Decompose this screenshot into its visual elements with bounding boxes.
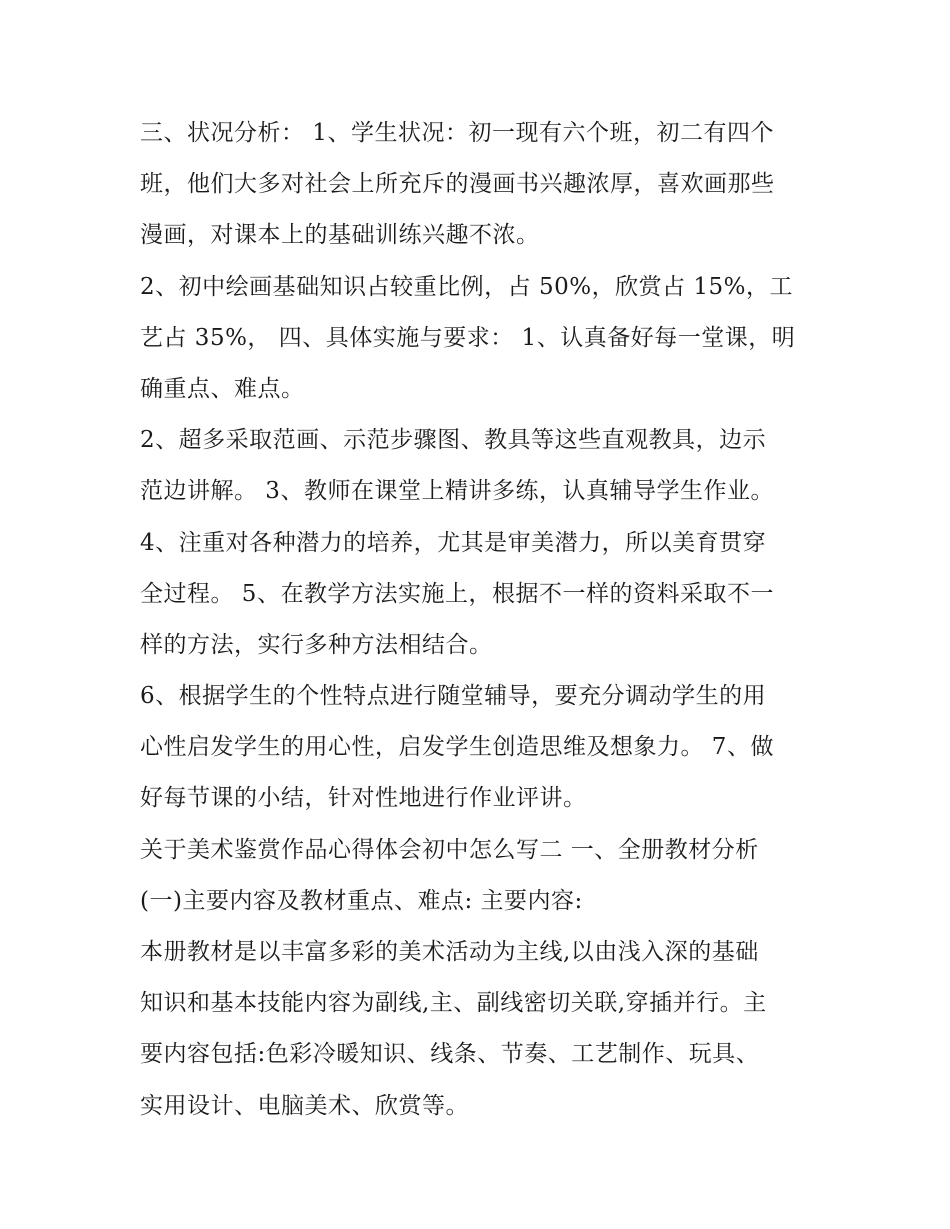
text-line: 好每节课的小结，针对性地进行作业评讲。 [140,785,587,812]
text-line: 三、状况分析： 1、学生状况：初一现有六个班，初二有四个 [140,120,774,146]
text-line: 知识和基本技能内容为副线,主、副线密切关联,穿插并行。主 [140,990,767,1017]
text-line: 实用设计、电脑美术、欣赏等。 [140,1092,469,1119]
text-line: 6、根据学生的个性特点进行随堂辅导，要充分调动学生的用 [140,683,767,710]
text-line: 漫画，对课本上的基础训练兴趣不浓。 [140,222,540,249]
text-line: (一)主要内容及教材重点、难点: 主要内容: [140,887,583,914]
text-line: 艺占 35%， 四、具体实施与要求： 1、认真备好每一堂课，明 [140,324,796,351]
text-line: 心性启发学生的用心性，启发学生创造思维及想象力。 7、做 [140,734,774,761]
text-line: 2、超多采取范画、示范步骤图、教具等这些直观教具，边示 [140,427,767,454]
document-body [140,108,820,1132]
text-line: 本册教材是以丰富多彩的美术活动为主线,以由浅入深的基础 [140,939,759,965]
text-line: 2、初中绘画基础知识占较重比例，占 50%，欣赏占 15%，工 [140,273,793,300]
text-line: 范边讲解。 3、教师在课堂上精讲多练，认真辅导学生作业。 [140,478,774,505]
text-line: 班，他们大多对社会上所充斥的漫画书兴趣浓厚，喜欢画那些 [140,171,775,198]
text-line: 关于美术鉴赏作品心得体会初中怎么写二 一、全册教材分析 [140,836,759,863]
text-line: 要内容包括:色彩冷暖知识、线条、节奏、工艺制作、玩具、 [140,1041,760,1068]
text-line: 样的方法，实行多种方法相结合。 [140,631,493,658]
text-line: 确重点、难点。 [140,375,305,402]
text-line: 全过程。 5、在教学方法实施上，根据不一样的资料采取不一 [140,580,774,607]
text-line: 4、注重对各种潜力的培养，尤其是审美潜力，所以美育贯穿 [140,529,767,556]
